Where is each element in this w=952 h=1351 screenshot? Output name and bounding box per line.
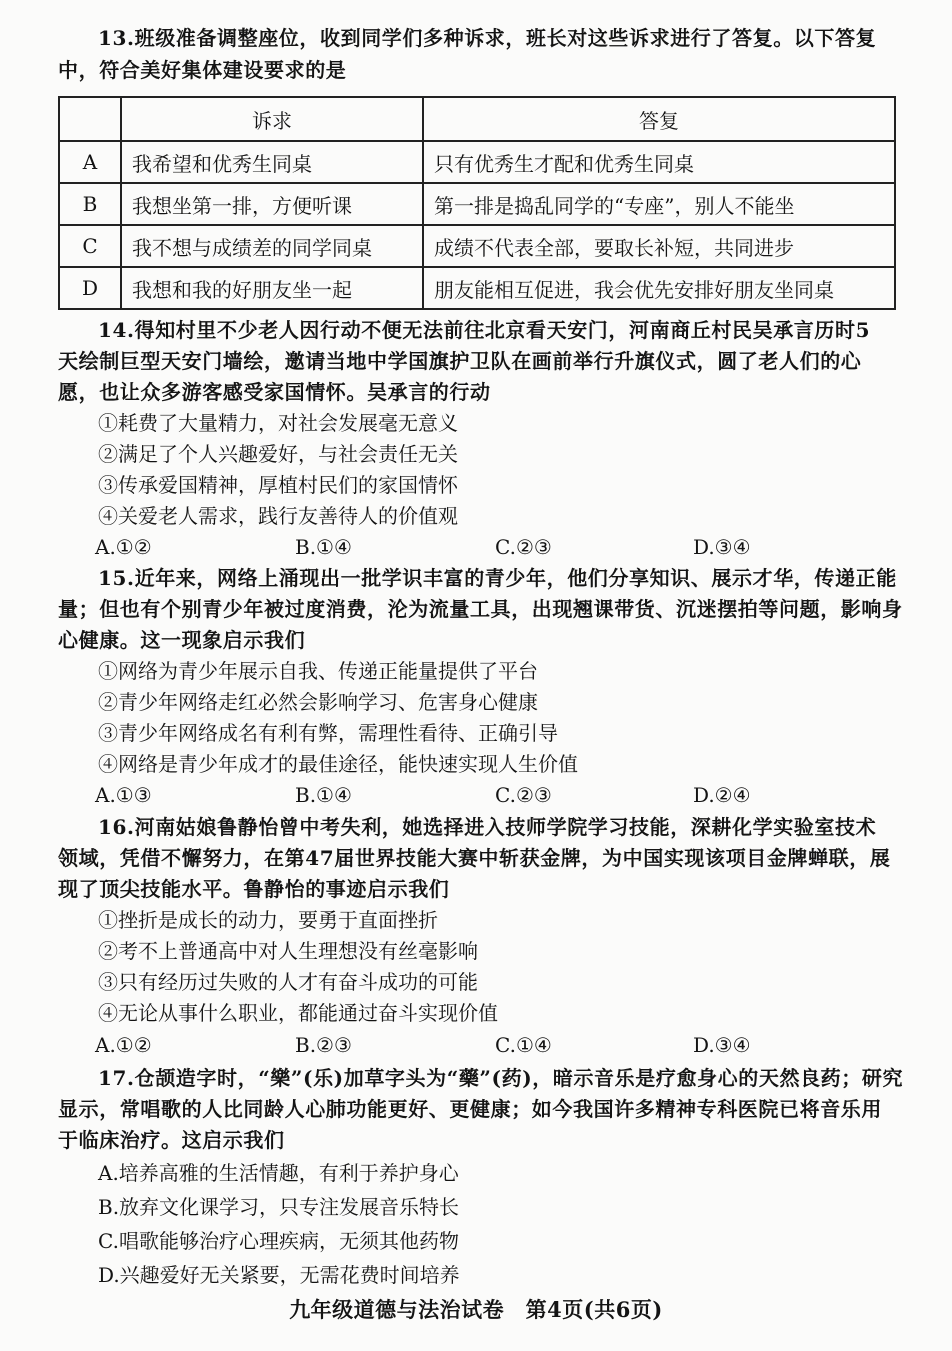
q17-stem-line1: 17.仓颉造字时，“樂”(乐)加草字头为“藥”(药)，暗示音乐是疗愈身心的天然良药；研究 [98, 1066, 904, 1090]
choice-d: D.③④ [693, 535, 751, 559]
row-request: 我想和我的好朋友坐一起 [121, 267, 423, 309]
q16-stem-line2: 领域，凭借不懈努力，在第47届世界技能大赛中斩获金牌，为中国实现该项目金牌蝉联，展 [58, 846, 891, 870]
q14-item-1: ①耗费了大量精力，对社会发展毫无意义 [98, 411, 458, 435]
table-header-reply: 答复 [423, 97, 895, 141]
q17-option-c: C.唱歌能够治疗心理疾病，无须其他药物 [98, 1229, 459, 1253]
row-request: 我希望和优秀生同桌 [121, 141, 423, 183]
q13-table [58, 96, 896, 310]
q15-item-2: ②青少年网络走红必然会影响学习、危害身心健康 [98, 690, 538, 714]
q16-item-2: ②考不上普通高中对人生理想没有丝毫影响 [98, 939, 478, 963]
q14-item-2: ②满足了个人兴趣爱好，与社会责任无关 [98, 442, 458, 466]
choice-b: B.①④ [295, 535, 352, 559]
q15-stem-line3: 心健康。这一现象启示我们 [58, 628, 306, 652]
q17-option-b: B.放弃文化课学习，只专注发展音乐特长 [98, 1195, 460, 1219]
row-reply: 朋友能相互促进，我会优先安排好朋友坐同桌 [423, 267, 895, 309]
row-request: 我想坐第一排，方便听课 [121, 183, 423, 225]
table-row [59, 183, 895, 225]
q15-item-1: ①网络为青少年展示自我、传递正能量提供了平台 [98, 659, 538, 683]
choice-c: C.②③ [495, 535, 552, 559]
q13-stem-line2: 中，符合美好集体建设要求的是 [58, 58, 347, 82]
row-letter: A [59, 141, 121, 183]
q14-item-3: ③传承爱国精神，厚植村民们的家国情怀 [98, 473, 458, 497]
page-footer: 九年级道德与法治试卷 第4页(共6页) [289, 1297, 663, 1322]
q16-choices [95, 1031, 815, 1059]
choice-b: B.①④ [295, 783, 352, 807]
q17-stem-line2: 显示，常唱歌的人比同龄人心肺功能更好、更健康；如今我国许多精神专科医院已将音乐用 [58, 1097, 882, 1121]
table-row [59, 225, 895, 267]
choice-a: A.①② [95, 1033, 152, 1057]
table-header-row [59, 97, 895, 141]
q17-stem-line3: 于临床治疗。这启示我们 [58, 1128, 285, 1152]
q17-option-d: D.兴趣爱好无关紧要，无需花费时间培养 [98, 1263, 460, 1287]
q15-item-3: ③青少年网络成名有利有弊，需理性看待、正确引导 [98, 721, 558, 745]
table-header-request: 诉求 [121, 97, 423, 141]
choice-c: C.①④ [495, 1033, 552, 1057]
q16-stem-line1: 16.河南姑娘鲁静怡曾中考失利，她选择进入技师学院学习技能，深耕化学实验室技术 [98, 815, 877, 839]
row-letter: C [59, 225, 121, 267]
choice-c: C.②③ [495, 783, 552, 807]
row-request: 我不想与成绩差的同学同桌 [121, 225, 423, 267]
row-letter: D [59, 267, 121, 309]
choice-d: D.②④ [693, 783, 751, 807]
q15-stem-line2: 量；但也有个别青少年被过度消费，沦为流量工具，出现翘课带货、沉迷摆拍等问题，影响身 [58, 597, 903, 621]
row-letter: B [59, 183, 121, 225]
row-reply: 只有优秀生才配和优秀生同桌 [423, 141, 895, 183]
q16-item-4: ④无论从事什么职业，都能通过奋斗实现价值 [98, 1001, 498, 1025]
choice-b: B.②③ [295, 1033, 352, 1057]
table-row [59, 141, 895, 183]
q16-stem-line3: 现了顶尖技能水平。鲁静怡的事迹启示我们 [58, 877, 450, 901]
q14-stem-line3: 愿，也让众多游客感受家国情怀。吴承言的行动 [58, 380, 491, 404]
table-header-blank [59, 97, 121, 141]
choice-d: D.③④ [693, 1033, 751, 1057]
q14-stem-line1: 14.得知村里不少老人因行动不便无法前往北京看天安门，河南商丘村民吴承言历时5 [98, 318, 871, 342]
q15-stem-line1: 15.近年来，网络上涌现出一批学识丰富的青少年，他们分享知识、展示才华，传递正能 [98, 566, 897, 590]
table-row [59, 267, 895, 309]
q17-option-a: A.培养高雅的生活情趣，有利于养护身心 [98, 1161, 459, 1185]
q14-stem-line2: 天绘制巨型天安门墙绘，邀请当地中学国旗护卫队在画前举行升旗仪式，圆了老人们的心 [58, 349, 862, 373]
q14-item-4: ④关爱老人需求，践行友善待人的价值观 [98, 504, 458, 528]
choice-a: A.①② [95, 535, 152, 559]
q14-choices [95, 533, 815, 561]
q16-item-3: ③只有经历过失败的人才有奋斗成功的可能 [98, 970, 478, 994]
q15-item-4: ④网络是青少年成才的最佳途径，能快速实现人生价值 [98, 752, 578, 776]
q16-item-1: ①挫折是成长的动力，要勇于直面挫折 [98, 908, 438, 932]
row-reply: 第一排是捣乱同学的“专座”，别人不能坐 [423, 183, 895, 225]
row-reply: 成绩不代表全部，要取长补短，共同进步 [423, 225, 895, 267]
q15-choices [95, 781, 815, 809]
choice-a: A.①③ [95, 783, 152, 807]
q13-stem-line1: 13.班级准备调整座位，收到同学们多种诉求，班长对这些诉求进行了答复。以下答复 [98, 26, 877, 50]
